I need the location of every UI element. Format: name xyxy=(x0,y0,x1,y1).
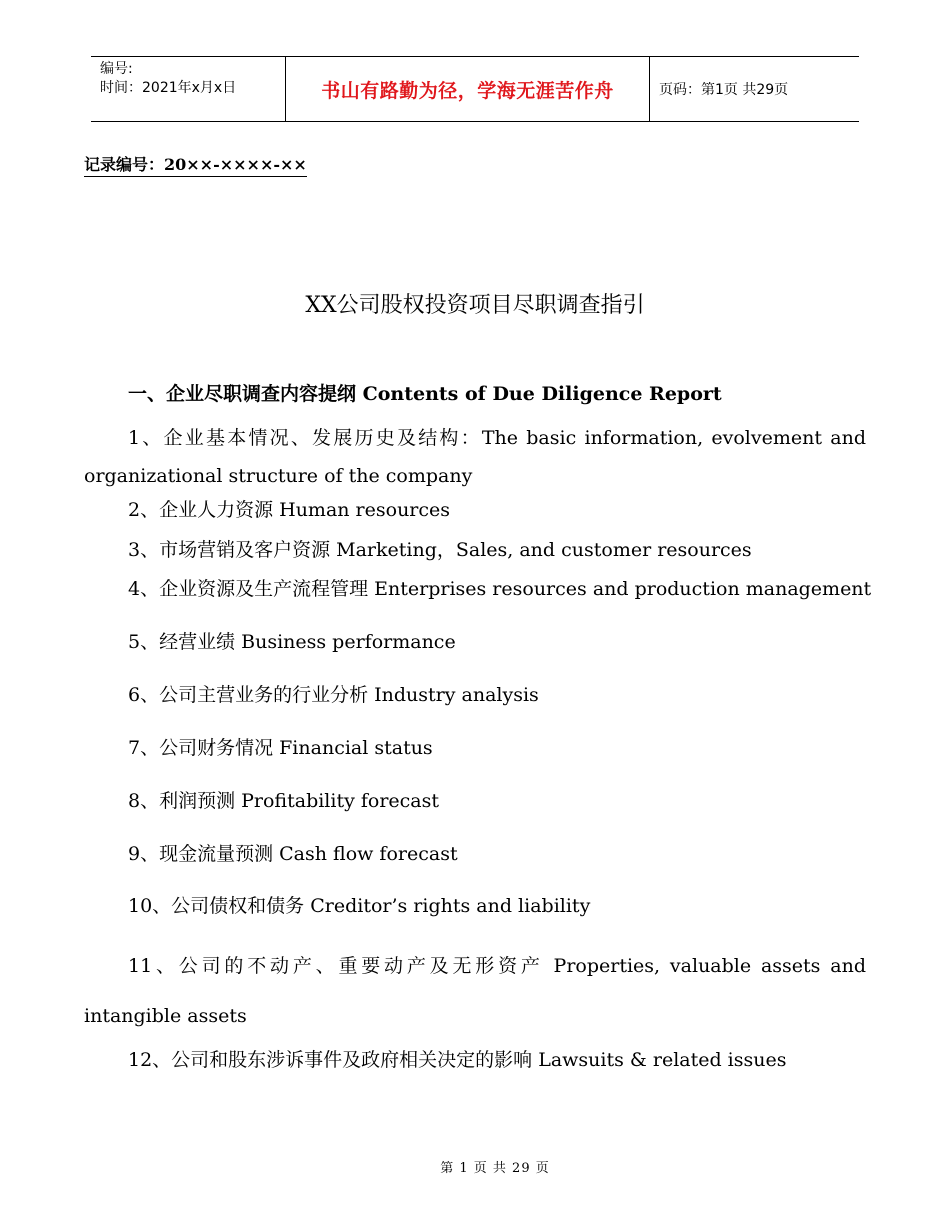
outline-item-12: 12、公司和股东涉诉事件及政府相关决定的影响 Lawsuits & related issues xyxy=(128,1049,787,1071)
outline-item-5: 5、经营业绩 Business performance xyxy=(128,631,456,653)
outline-item-2: 2、企业人力资源 Human resources xyxy=(128,499,451,521)
outline-item-8: 8、利润预测 Profitability forecast xyxy=(128,790,440,812)
header-motto: 书山有路勤为径，学海无涯苦作舟 xyxy=(286,57,650,121)
outline-item-3: 3、市场营销及客户资源 Marketing，Sales, and customer resources xyxy=(128,539,752,561)
document-title: XX公司股权投资项目尽职调查指引 xyxy=(305,293,645,318)
section-heading: 一、企业尽职调查内容提纲 Contents of Due Diligence Report xyxy=(128,383,722,405)
header-page-number: 页码：第1页 共29页 xyxy=(659,82,789,98)
outline-item-9: 9、现金流量预测 Cash flow forecast xyxy=(128,843,458,865)
outline-item-10: 10、公司债权和债务 Creditor’s rights and liability xyxy=(128,895,591,917)
outline-item-11: 11、公司的不动产、重要动产及无形资产 Properties, valuable assets and intangible assets xyxy=(84,955,866,1027)
outline-item-1: 1、企业基本情况、发展历史及结构：The basic information, evolvement and organizational structure of the company xyxy=(84,427,866,487)
document-number-label: 编号: xyxy=(100,61,133,77)
document-date: 时间：2021年x月x日 xyxy=(100,80,237,96)
outline-item-6: 6、公司主营业务的行业分析 Industry analysis xyxy=(128,684,539,706)
outline-item-4: 4、企业资源及生产流程管理 Enterprises resources and production management xyxy=(128,578,872,600)
page-footer: 第 1 页 共 29 页 xyxy=(440,1161,550,1176)
record-number: 记录编号：20××-××××-×× xyxy=(84,152,307,177)
document-header xyxy=(91,56,859,122)
header-meta xyxy=(91,57,286,121)
outline-item-7: 7、公司财务情况 Financial status xyxy=(128,737,433,759)
